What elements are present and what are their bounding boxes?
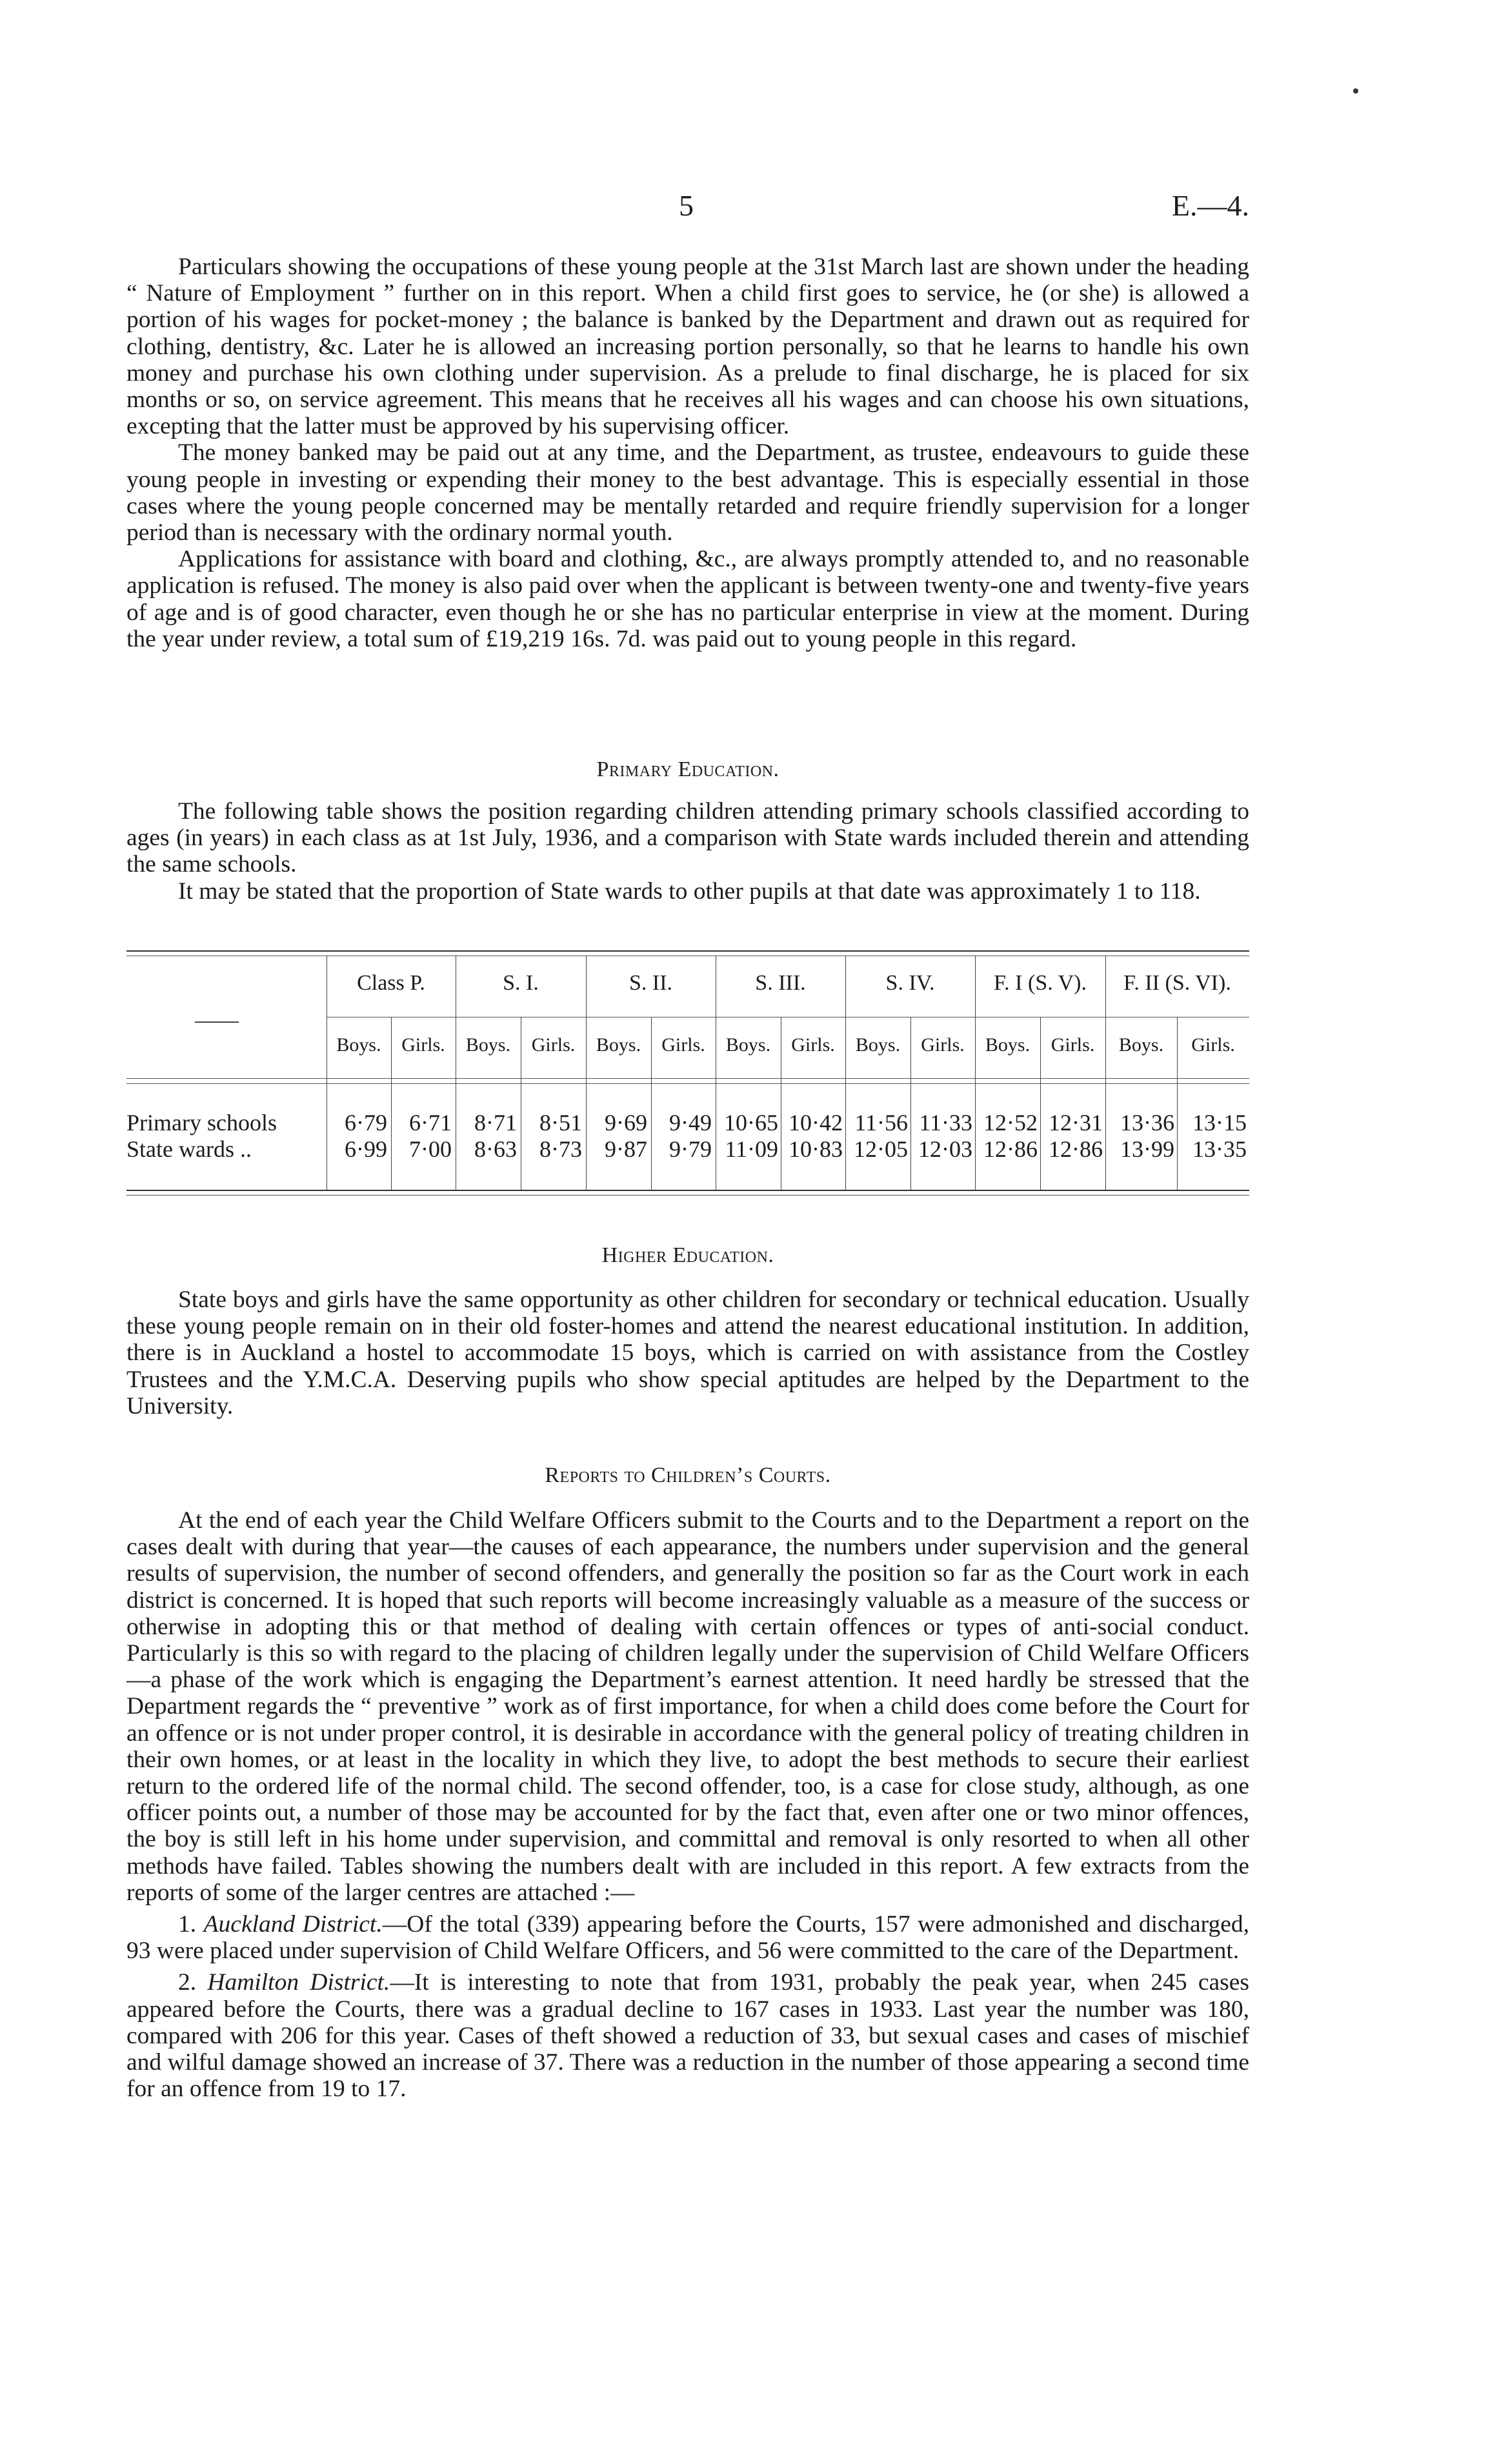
- paragraph: The following table shows the position regarding children attending primary schools classified according to ages (in years) in each class as at 1st July, 1936, and a comparison with State wards included therein and attending the same schools.: [126, 798, 1249, 878]
- table-rule: [126, 1083, 1249, 1084]
- table-cell: 6·99: [345, 1136, 387, 1162]
- document-reference: E.—4.: [1171, 189, 1249, 222]
- column-header-class-p: Class P.: [357, 971, 425, 995]
- table-rule: [126, 1190, 1249, 1191]
- table-cell: 8·71: [474, 1110, 517, 1136]
- table-rule: [126, 950, 1249, 952]
- subheader-boys: Boys.: [336, 1034, 381, 1056]
- row-label-primary-schools: Primary schools: [126, 1110, 277, 1136]
- subheader-boys: Boys.: [1118, 1034, 1164, 1056]
- column-header-f2: F. II (S. VI).: [1123, 971, 1231, 995]
- table-cell: 9·69: [605, 1110, 647, 1136]
- table-cell: 8·63: [474, 1136, 517, 1162]
- table-rule: [126, 1195, 1249, 1196]
- table-cell: 12·86: [1049, 1136, 1103, 1162]
- stub-dash: ——: [195, 1008, 239, 1032]
- table-cell: 12·31: [1049, 1110, 1103, 1136]
- subheader-girls: Girls.: [531, 1034, 576, 1056]
- table-cell: 13·99: [1120, 1136, 1174, 1162]
- subheader-girls: Girls.: [1051, 1034, 1095, 1056]
- table-cell: 12·03: [918, 1136, 972, 1162]
- subheader-girls: Girls.: [791, 1034, 835, 1056]
- table-cell: 13·35: [1192, 1136, 1247, 1162]
- page-header: [126, 188, 1249, 227]
- table-cell: 12·86: [983, 1136, 1038, 1162]
- table-cell: 11·09: [725, 1136, 778, 1162]
- paragraph: State boys and girls have the same opportunity as other children for secondary or technical education. Usually these young people remain on in their old foster-homes and attend the nearest educational institution. In addition, there is in Auckland a hostel to accommodate 15 boys, which is carried on with assistance from the Costley Trustees and the Y.M.C.A. Deserving pupils who show special aptitudes are helped by the Department to the University.: [126, 1287, 1249, 1419]
- table-cell: 10·42: [789, 1110, 843, 1136]
- subheader-boys: Boys.: [725, 1034, 771, 1056]
- subheader-boys: Boys.: [465, 1034, 511, 1056]
- paragraph: The money banked may be paid out at any time, and the Department, as trustee, endeavours to guide these young people in investing or expending their money to the best advantage. This is especially essential in those cases where the young people concerned may be mentally retarded and require friendly supervision for a longer period than is necessary with the ordinary normal youth.: [126, 439, 1249, 546]
- table-cell: 8·73: [539, 1136, 582, 1162]
- table-cell: 7·00: [409, 1136, 452, 1162]
- higher-education-text: [126, 1287, 1249, 1419]
- table-cell: 9·49: [669, 1110, 712, 1136]
- table-cell: 9·87: [605, 1136, 647, 1162]
- table-cell: 11·33: [919, 1110, 972, 1136]
- table-rule: [126, 1078, 1249, 1079]
- ink-mark: [1353, 88, 1358, 94]
- intro-section: [126, 254, 1249, 652]
- column-header-s1: S. I.: [503, 971, 539, 995]
- table-cell: 13·36: [1120, 1110, 1174, 1136]
- table-cell: 12·05: [854, 1136, 908, 1162]
- table-cell: 10·65: [724, 1110, 778, 1136]
- column-header-s4: S. IV.: [885, 971, 935, 995]
- table-cell: 10·83: [789, 1136, 843, 1162]
- section-heading-primary-education: Primary Education.: [596, 757, 779, 781]
- table-cell: 11·56: [854, 1110, 908, 1136]
- row-label-state-wards: State wards ..: [126, 1136, 252, 1162]
- table-cell: 9·79: [669, 1136, 712, 1162]
- subheader-boys: Boys.: [985, 1034, 1031, 1056]
- table-cell: 6·79: [345, 1110, 387, 1136]
- paragraph: Particulars showing the occupations of these young people at the 31st March last are shown under the heading “ Nature of Employment ” further on in this report. When a child first goes to service, he (or she) is allowed a portion of his wages for pocket-money ; the balance is banked by the Department and drawn out as required for clothing, dentistry, &c. Later he is allowed an increasing portion personally, so that he learns to handle his own money and purchase his own clothing under supervision. As a prelude to final discharge, he is placed for six months or so, on service agreement. This means that he receives all his wages and can choose his own situations, excepting that the latter must be approved by his supervising officer.: [126, 254, 1249, 440]
- paragraph: Applications for assistance with board and clothing, &c., are always promptly attended to, and no reasonable application is refused. The money is also paid over when the applicant is between twenty-one and twenty-five years of age and is of good character, even though he or she has no particular enterprise in view at the moment. During the year under review, a total sum of £19,219 16s. 7d. was paid out to young people in this regard.: [126, 546, 1249, 652]
- section-heading-higher-education: Higher Education.: [601, 1243, 774, 1267]
- section-heading-reports: Reports to Children’s Courts.: [545, 1463, 831, 1487]
- table-cell: 8·51: [539, 1110, 582, 1136]
- primary-education-text: [126, 798, 1249, 905]
- table-cell: 12·52: [983, 1110, 1038, 1136]
- subheader-girls: Girls.: [921, 1034, 965, 1056]
- list-item-hamilton: 2. Hamilton District.—It is interesting to note that from 1931, probably the peak year, when 245 cases appeared before the Courts, there was a gradual decline to 167 cases in 1933. Last year the number was 180, compared with 206 for this year. Cases of theft showed a reduction of 33, but sexual cases and cases of mischief and wilful damage showed an increase of 37. There was a reduction in the number of those appearing a second time for an offence from 19 to 17.: [126, 1969, 1249, 2103]
- table-cell: 6·71: [409, 1110, 452, 1136]
- column-header-f1: F. I (S. V).: [993, 971, 1087, 995]
- paragraph: It may be stated that the proportion of State wards to other pupils at that date was approximately 1 to 118.: [178, 877, 1201, 905]
- column-header-s3: S. III.: [755, 971, 806, 995]
- subheader-girls: Girls.: [1191, 1034, 1235, 1056]
- subheader-girls: Girls.: [401, 1034, 445, 1056]
- subheader-girls: Girls.: [661, 1034, 705, 1056]
- subheader-boys: Boys.: [855, 1034, 901, 1056]
- table-cell: 13·15: [1192, 1110, 1247, 1136]
- subheader-boys: Boys.: [596, 1034, 641, 1056]
- column-header-s2: S. II.: [628, 971, 673, 995]
- paragraph: At the end of each year the Child Welfare Officers submit to the Courts and to the Department a report on the cases dealt with during that year—the causes of each appearance, the numbers under supervision and the general results of supervision, the number of second offenders, and generally the position so far as the Court work in each district is concerned. It is hoped that such reports will become increasingly valuable as a measure of the success or otherwise in adopting this or that method of dealing with certain offences or types of anti-social conduct. Particularly is this so with regard to the placing of children legally under the supervision of Child Welfare Officers—a phase of the work which is engaging the Department’s earnest attention. It need hardly be stressed that the Department regards the “ preventive ” work as of first importance, for when a child does come before the Court for an offence or is not under proper control, it is desirable in accordance with the general policy of treating children in their own homes, or at least in the locality in which they live, to adopt the best methods to secure their earliest return to the ordered life of the normal child. The second offender, too, is a case for close study, although, as one officer points out, a number of those may be accounted for by the fact that, even after one or two minor offences, the boy is still left in his home under supervision, and committal and removal is only resorted to when all other methods have failed. Tables showing the numbers dealt with are included in this report. A few extracts from the reports of some of the larger centres are attached :—: [126, 1507, 1249, 1906]
- reports-text: [126, 1507, 1249, 2102]
- list-item-auckland: 1. Auckland District.—Of the total (339) appearing before the Courts, 157 were admonished and discharged, 93 were placed under supervision of Child Welfare Officers, and 56 were committed to the care of the Department.: [126, 1911, 1250, 1965]
- page-number: 5: [679, 189, 694, 222]
